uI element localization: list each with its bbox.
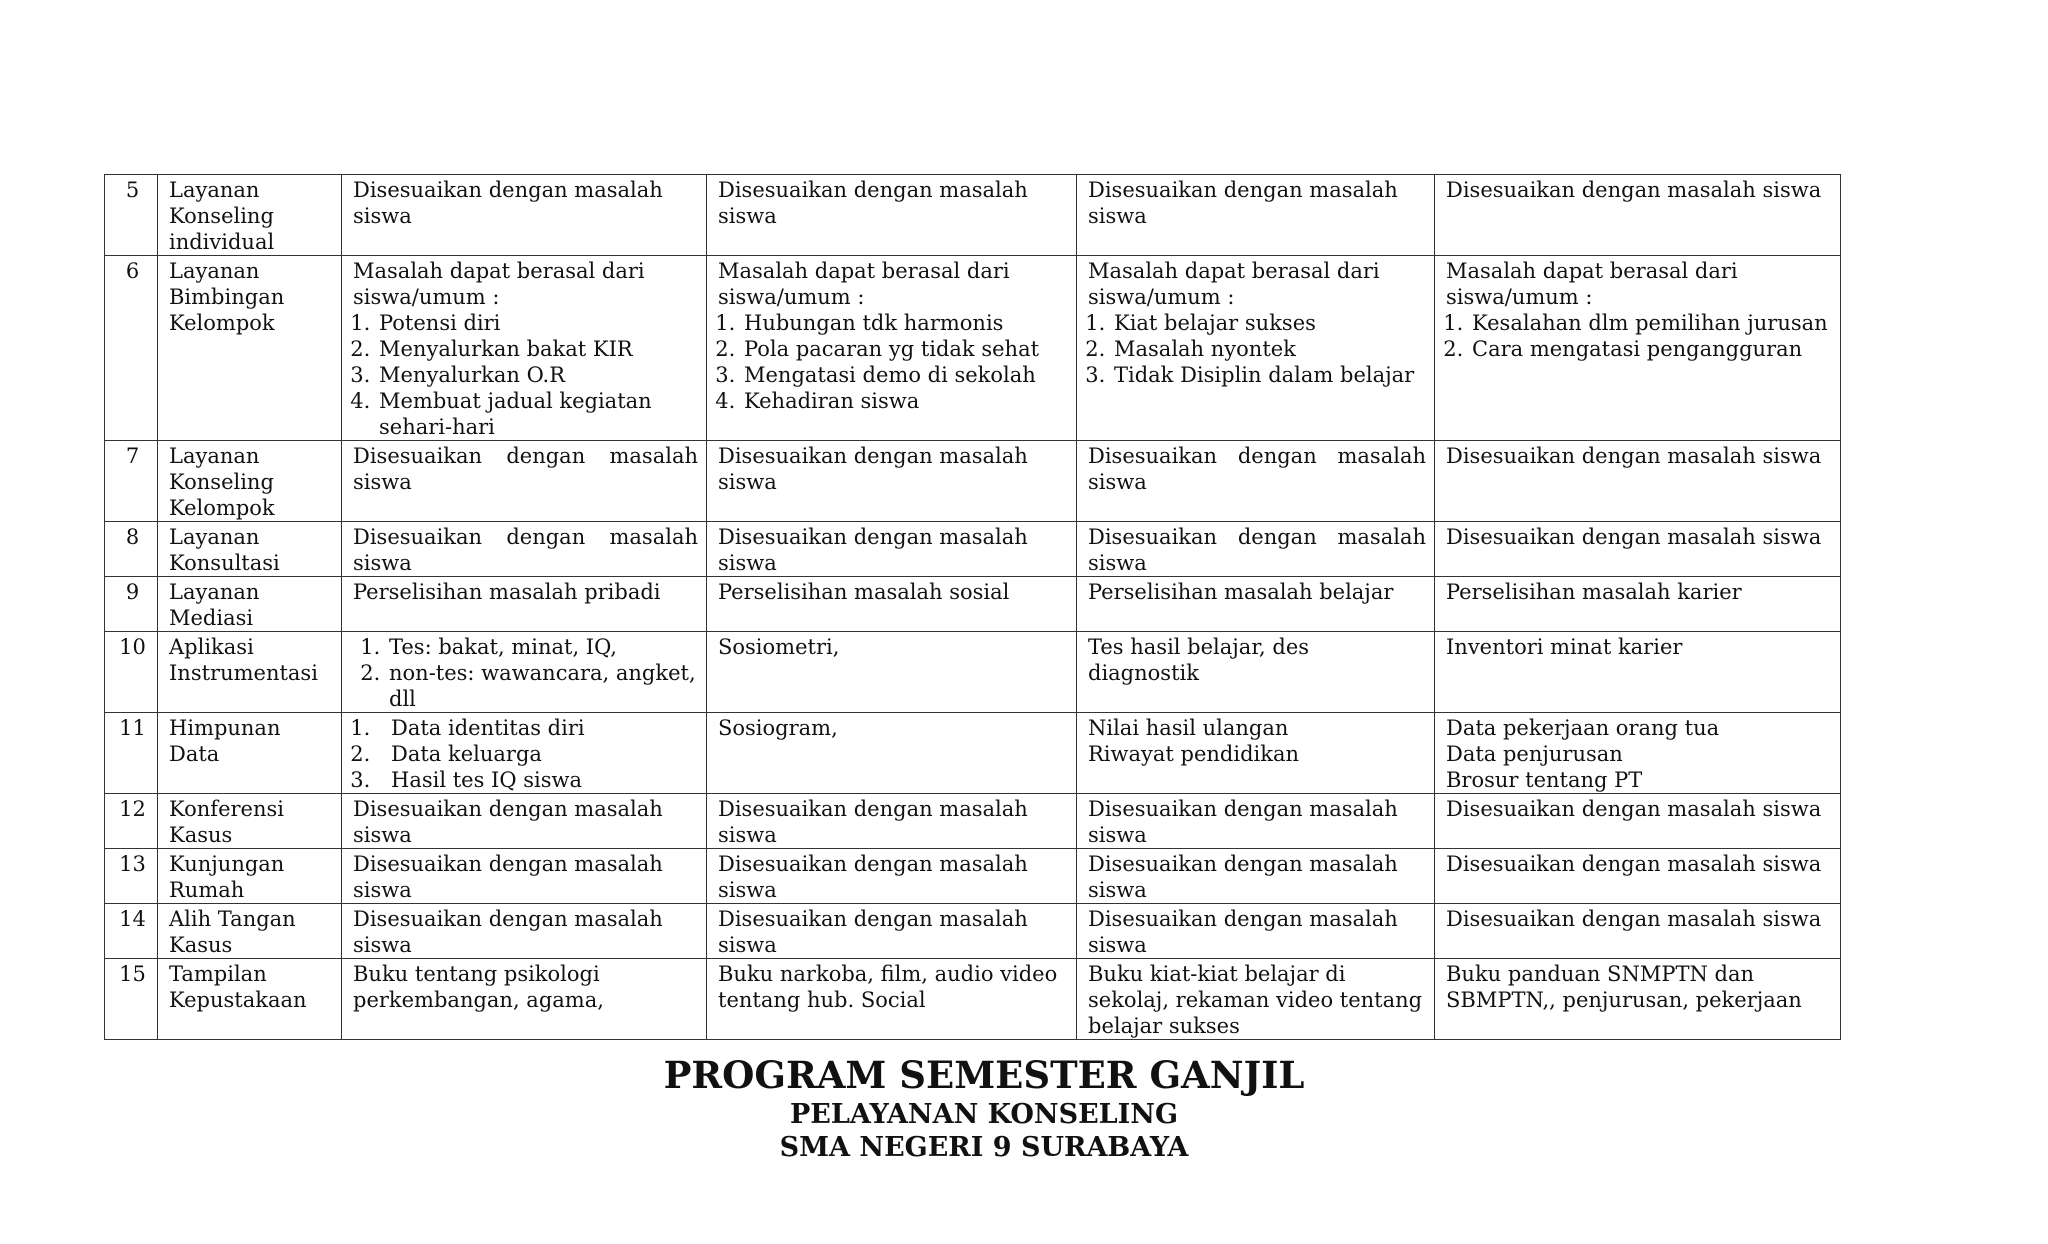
cell-lines xyxy=(1088,715,1426,767)
cell-text: Disesuaikan dengan masalah siswa xyxy=(1446,852,1822,876)
service-name: Layanan Konseling individual xyxy=(158,175,342,256)
list-item: 1. Kiat belajar sukses xyxy=(1112,310,1426,336)
cell-text: Disesuaikan dengan masalah siswa xyxy=(718,178,1028,228)
page-title: PROGRAM SEMESTER GANJIL xyxy=(663,1053,1305,1097)
service-name: Aplikasi Instrumentasi xyxy=(158,632,342,713)
program-cell xyxy=(1435,904,1841,959)
cell-text: Disesuaikan dengan masalah siswa xyxy=(1088,178,1398,228)
table-row xyxy=(105,175,1841,256)
cell-text: Disesuaikan dengan masalah siswa xyxy=(718,525,1028,575)
program-cell xyxy=(342,522,707,577)
list-item: 2. Pola pacaran yg tidak sehat xyxy=(742,336,1068,362)
program-cell xyxy=(707,904,1077,959)
cell-text: Disesuaikan dengan masalah siswa xyxy=(1088,797,1398,847)
cell-text: Disesuaikan dengan masalah siswa xyxy=(718,907,1028,957)
program-cell xyxy=(1435,522,1841,577)
row-number: 15 xyxy=(105,959,158,1040)
cell-text: Perselisihan masalah pribadi xyxy=(353,580,661,604)
service-name: Layanan Konseling Kelompok xyxy=(158,441,342,522)
cell-text: Disesuaikan dengan masalah siswa xyxy=(1088,907,1398,957)
program-cell xyxy=(342,959,707,1040)
cell-text: Disesuaikan dengan masalah siswa xyxy=(718,852,1028,902)
program-cell xyxy=(707,849,1077,904)
cell-text: Tes hasil belajar, des diagnostik xyxy=(1088,635,1310,685)
cell-text: Perselisihan masalah karier xyxy=(1446,580,1742,604)
program-cell xyxy=(707,959,1077,1040)
program-cell xyxy=(1077,713,1435,794)
list-item: 2. Data keluarga xyxy=(377,741,698,767)
cell-line: Data pekerjaan orang tua xyxy=(1446,716,1720,740)
list-item: 1. Kesalahan dlm pemilihan jurusan xyxy=(1470,310,1832,336)
cell-line: Brosur tentang PT xyxy=(1446,768,1643,792)
cell-list xyxy=(353,310,698,440)
list-item: 2. non-tes: wawancara, angket, dll xyxy=(387,660,698,712)
cell-text: Disesuaikan dengan masalah siswa xyxy=(1446,797,1822,821)
cell-text: Disesuaikan dengan masalah siswa xyxy=(1446,907,1822,931)
list-item: 1. Tes: bakat, minat, IQ, xyxy=(387,634,698,660)
cell-text: Sosiometri, xyxy=(718,635,840,659)
list-item: 4. Kehadiran siswa xyxy=(742,388,1068,414)
cell-text: Disesuaikan dengan masalah siswa xyxy=(1088,444,1426,494)
cell-line: Riwayat pendidikan xyxy=(1088,742,1300,766)
table-row xyxy=(105,256,1841,441)
program-cell xyxy=(1077,441,1435,522)
program-cell xyxy=(1435,794,1841,849)
program-cell xyxy=(1077,577,1435,632)
cell-text: Disesuaikan dengan masalah siswa xyxy=(353,178,663,228)
program-cell xyxy=(1077,849,1435,904)
cell-text: Disesuaikan dengan masalah siswa xyxy=(1446,178,1822,202)
program-cell xyxy=(1435,577,1841,632)
program-cell xyxy=(1077,522,1435,577)
cell-list xyxy=(353,715,698,793)
cell-text: Masalah dapat berasal dari siswa/umum : xyxy=(353,259,645,309)
service-name: Konferensi Kasus xyxy=(158,794,342,849)
service-name: Alih Tangan Kasus xyxy=(158,904,342,959)
cell-text: Masalah dapat berasal dari siswa/umum : xyxy=(1088,259,1380,309)
cell-text: Disesuaikan dengan masalah siswa xyxy=(1088,852,1398,902)
title-block xyxy=(0,1052,1968,1164)
row-number: 11 xyxy=(105,713,158,794)
program-cell xyxy=(1435,632,1841,713)
program-cell xyxy=(342,441,707,522)
cell-list xyxy=(1088,310,1426,388)
cell-text: Buku panduan SNMPTN dan SBMPTN,, penjurusan, pekerjaan xyxy=(1446,962,1802,1012)
table-body xyxy=(105,175,1841,1040)
list-item: 2. Masalah nyontek xyxy=(1112,336,1426,362)
cell-text: Buku kiat-kiat belajar di sekolaj, rekaman video tentang belajar sukses xyxy=(1088,962,1423,1038)
cell-line: Nilai hasil ulangan xyxy=(1088,716,1289,740)
service-name: Layanan Mediasi xyxy=(158,577,342,632)
row-number: 14 xyxy=(105,904,158,959)
list-item: 1. Potensi diri xyxy=(377,310,698,336)
program-cell xyxy=(1435,175,1841,256)
program-cell xyxy=(1077,904,1435,959)
service-name: Kunjungan Rumah xyxy=(158,849,342,904)
row-number: 9 xyxy=(105,577,158,632)
row-number: 6 xyxy=(105,256,158,441)
program-cell xyxy=(1077,632,1435,713)
cell-text: Disesuaikan dengan masalah siswa xyxy=(353,525,698,575)
list-item: 3. Mengatasi demo di sekolah xyxy=(742,362,1068,388)
row-number: 5 xyxy=(105,175,158,256)
program-cell xyxy=(707,256,1077,441)
list-item: 3. Menyalurkan O.R xyxy=(377,362,698,388)
program-cell xyxy=(1077,175,1435,256)
program-cell xyxy=(1435,959,1841,1040)
service-name: Tampilan Kepustakaan xyxy=(158,959,342,1040)
program-cell xyxy=(707,794,1077,849)
list-item: 3. Tidak Disiplin dalam belajar xyxy=(1112,362,1426,388)
table-row xyxy=(105,904,1841,959)
table-row xyxy=(105,849,1841,904)
list-item: 2. Cara mengatasi pengangguran xyxy=(1470,336,1832,362)
cell-text: Disesuaikan dengan masalah siswa xyxy=(353,797,663,847)
cell-text: Disesuaikan dengan masalah siswa xyxy=(718,444,1028,494)
program-cell xyxy=(707,632,1077,713)
cell-text: Buku tentang psikologi perkembangan, agama, xyxy=(353,962,604,1012)
program-cell xyxy=(342,175,707,256)
row-number: 12 xyxy=(105,794,158,849)
cell-text: Disesuaikan dengan masalah siswa xyxy=(1446,444,1822,468)
cell-text: Disesuaikan dengan masalah siswa xyxy=(353,907,663,957)
service-name: Layanan Bimbingan Kelompok xyxy=(158,256,342,441)
table-row xyxy=(105,713,1841,794)
program-cell xyxy=(342,904,707,959)
cell-text: Masalah dapat berasal dari siswa/umum : xyxy=(718,259,1010,309)
row-number: 10 xyxy=(105,632,158,713)
program-cell xyxy=(707,577,1077,632)
cell-text: Buku narkoba, film, audio video tentang hub. Social xyxy=(718,962,1058,1012)
list-item: 2. Menyalurkan bakat KIR xyxy=(377,336,698,362)
row-number: 13 xyxy=(105,849,158,904)
program-cell xyxy=(342,849,707,904)
program-table xyxy=(104,174,1841,1040)
cell-list xyxy=(353,634,698,712)
cell-text: Inventori minat karier xyxy=(1446,635,1683,659)
list-item: 1. Data identitas diri xyxy=(377,715,698,741)
school-name: SMA NEGERI 9 SURABAYA xyxy=(779,1132,1189,1163)
service-name: Himpunan Data xyxy=(158,713,342,794)
table-row xyxy=(105,441,1841,522)
cell-line: Data penjurusan xyxy=(1446,742,1623,766)
list-item: 4. Membuat jadual kegiatan sehari-hari xyxy=(377,388,698,440)
cell-text: Sosiogram, xyxy=(718,716,838,740)
program-cell xyxy=(1435,441,1841,522)
program-cell xyxy=(707,175,1077,256)
program-cell xyxy=(707,441,1077,522)
program-cell xyxy=(1435,849,1841,904)
cell-list xyxy=(718,310,1068,414)
cell-text: Disesuaikan dengan masalah siswa xyxy=(1446,525,1822,549)
program-cell xyxy=(342,577,707,632)
table-row xyxy=(105,959,1841,1040)
page-subtitle: PELAYANAN KONSELING xyxy=(789,1099,1179,1130)
program-cell xyxy=(707,522,1077,577)
program-cell xyxy=(1435,256,1841,441)
program-cell xyxy=(342,256,707,441)
program-cell xyxy=(342,632,707,713)
cell-text: Disesuaikan dengan masalah siswa xyxy=(353,852,663,902)
table-row xyxy=(105,794,1841,849)
program-cell xyxy=(1077,794,1435,849)
cell-text: Perselisihan masalah belajar xyxy=(1088,580,1394,604)
program-cell xyxy=(1435,713,1841,794)
program-cell xyxy=(342,794,707,849)
cell-text: Perselisihan masalah sosial xyxy=(718,580,1010,604)
row-number: 8 xyxy=(105,522,158,577)
cell-list xyxy=(1446,310,1832,362)
row-number: 7 xyxy=(105,441,158,522)
table-row xyxy=(105,577,1841,632)
cell-text: Disesuaikan dengan masalah siswa xyxy=(1088,525,1426,575)
list-item: 1. Hubungan tdk harmonis xyxy=(742,310,1068,336)
table-row xyxy=(105,522,1841,577)
cell-text: Masalah dapat berasal dari siswa/umum : xyxy=(1446,259,1738,309)
program-cell xyxy=(1077,959,1435,1040)
list-item: 3. Hasil tes IQ siswa xyxy=(377,767,698,793)
cell-text: Disesuaikan dengan masalah siswa xyxy=(718,797,1028,847)
program-cell xyxy=(707,713,1077,794)
program-cell xyxy=(342,713,707,794)
table-row xyxy=(105,632,1841,713)
cell-lines xyxy=(1446,715,1832,793)
service-name: Layanan Konsultasi xyxy=(158,522,342,577)
program-cell xyxy=(1077,256,1435,441)
cell-text: Disesuaikan dengan masalah siswa xyxy=(353,444,698,494)
